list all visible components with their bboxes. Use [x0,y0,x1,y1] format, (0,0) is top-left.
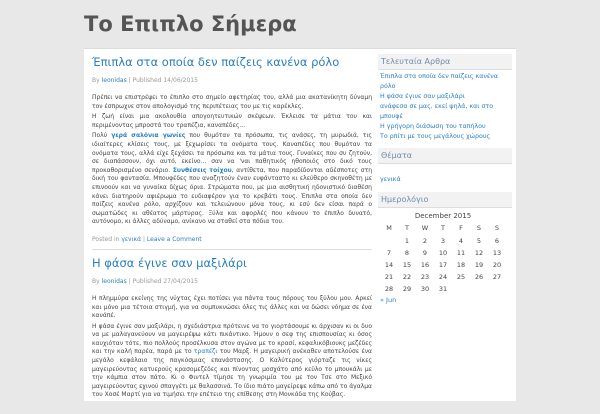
calendar-day [452,283,470,295]
calendar-day: 8 [404,249,410,257]
calendar-day: 10 [438,249,448,257]
post-body [92,295,372,400]
post-title[interactable]: Έπιπλα στα οποία δεν παίζεις κανένα ρόλο [92,55,340,69]
weekday-header: F [459,224,463,232]
calendar-day: 24 [438,273,448,281]
weekday-header: W [421,224,429,232]
calendar-day: 4 [458,237,464,245]
calendar-day: 28 [384,285,394,293]
category-link[interactable]: γενικά [121,235,142,243]
recent-post-link[interactable]: Η γρήγορη διάσωση του ταπήλου [380,123,486,130]
calendar-day: 20 [492,261,502,269]
calendar-day [488,283,506,295]
calendar-day: 3 [440,237,446,245]
calendar-day: 22 [402,273,412,281]
calendar-day: 1 [404,237,410,245]
text: Πολύ [92,132,112,140]
recent-post-link[interactable]: ανάφεσα σε μας, εκεί ψηλά, και στο μπουφέ [380,103,494,120]
post-meta [92,77,372,85]
calendar-day: 21 [384,273,394,281]
leave-comment-link[interactable]: Leave a Comment [146,235,202,243]
widget-title: Τελευταία Αρθρα [378,54,512,70]
inline-link[interactable]: Συνθέσεις τοίχου [172,166,232,174]
calendar-day: 31 [438,285,448,293]
calendar-day: 16 [420,261,430,269]
calendar-day: 23 [420,273,430,281]
paragraph: Πρέπει να επιστρέψει το έπιπλο στο σημείο αφετηρίας του, αλλά μια ακατανίκητη δύναμη τον έσπρωχνε στον απολογισμό της περιπέτειας του με τις καρέκλες. [92,94,372,110]
recent-post-link[interactable]: Η φάσα έγινε σαν μαξιλάρι [380,93,465,100]
paragraph: Η ζωή είναι μια ακολουθία απογοητευτικών σκέψεων. Έκλεισε τα μάτια του και περιμένοντας μπροστά του τραπέζια, καναπέδες... [92,113,372,129]
calendar-day: 15 [402,261,412,269]
page-wrapper [84,48,516,401]
calendar-day: 17 [438,261,448,269]
calendar-day: 13 [492,249,502,257]
site-title[interactable]: Το Επιπλο Σήμερα [84,12,297,36]
text: Η φάσα έγινε σαν μαξιλάρι, η σχεδιάστρια πρότεινε να το γιορτάσουμε κι άρχισαν κι οι δυο να με μαλαγανεύουν να μαγειρέψω κάτι πικάντικο. Ήμουν ο σεφ της επισπουσίας κι όσος καυχιόταν τότε, πιο πολλούς προσέλκυσα στον αγώνα με το κρασί, κεφαλικόβιουκς μεζέδες και την καλή παρέα, παρά με το [92,322,372,356]
sidebar [378,54,512,310]
weekday-header: S [494,224,500,232]
calendar-day: 2 [422,237,428,245]
published-date: | Published 14/06/2015 [128,77,198,84]
recent-post-link[interactable]: Έπιπλα στα οποία δεν παίζεις κανένα ρόλο [380,73,498,90]
calendar-widget [378,192,512,304]
calendar-day: 5 [476,237,482,245]
site-header [0,0,600,48]
calendar-day [470,283,488,295]
post-meta [92,278,372,286]
post-body [92,94,372,227]
calendar-day: 7 [386,249,392,257]
post [92,55,372,250]
post-title[interactable]: Η φάσα έγινε σαν μαξιλάρι [92,255,247,270]
calendar-header-row [380,223,506,235]
paragraph [92,323,372,400]
text: , αντίθετα, που παραδίδονται αδέσποτες στη δική του φαντασία. Μπουφέδες που αναζητούν έναν ευφάνταστο κι ελεύθερο σκηνοθέτη με επινοούν και να γυναίκα δίχως όρια. Στρώματα που, με μια αισθητική ηδονιστικό διαθέση κάνει διατηρούν αφιέρωμα το ευδιαφέρον για το κρεβάτι τους. Έπιπλα στα οποία δεν παίζεις κανένα ρόλο, αρχίζουν και τελειώνουν μόνα τους, κι εσύ δεν είσαι παρά ο σωματώδες κι αθέατος μάρτυρας. Ξύλα και αφορλές που κάνουν το έπιπλο δυνατό, αυτόνομο, κι άλλες αδύναμο, ανίκανο να σταθεί στα πόδια του. [92,166,372,226]
widget-title: Θέματα [378,148,512,164]
calendar-day [380,235,398,247]
main-content [92,49,372,414]
calendar-day: 14 [384,261,394,269]
categories-widget [378,148,512,186]
weekday-header: M [386,224,392,232]
author-link[interactable]: leonidas [101,277,127,285]
recent-posts-widget [378,54,512,142]
paragraph: Η πλημμύρα εκείνης της νύχτας έχει ποτίσει για πάντα τους πόρους του ξύλου μου. Αρκεί και μόνο μια τέτοια στιγμή, για να συμπυκνώσει όλες τις άλλες και να δώσει νόημα σε ένα κανάπέ. [92,294,372,320]
text: που θυμόταν τα πρόσωπα, τις ανάσες, τη μυρωδιά, τις ιδιαίτερες κλίσεις τους, με ξεχωρίσει τα ονόματα τους. Καναπέδες που θυμόταν τα ονόματα τους, αλλά είχε ξεχάσει τα πρόσωπα και τα μάτια τους. Γυναίκες που συ ζητούν, σε διαπάσσουν, όχι αυτό, εκείνο... σαν να 'ναι παθητικός ηθοποιός στο δικό τους προκαθορισμένο σενάριο. [92,132,372,174]
author-link[interactable]: leonidas [101,77,127,84]
calendar-day: 18 [456,261,466,269]
calendar-prev-link[interactable]: « Jun [380,296,397,304]
calendar-day: 11 [456,249,466,257]
calendar-table [380,210,506,295]
weekday-header: T [405,224,409,232]
calendar-caption: December 2015 [414,212,472,220]
inline-link[interactable]: τραπέζι [193,348,218,356]
weekday-header: S [476,224,482,232]
post-footer [92,236,372,243]
text: του Μαρξ. Η μαγειρική ανέκαθεν αποτελούσε ένα μεγάλο κεφάλαιο της παγκόσμιας επανάστασης. Ο Καλύτερος γιόρταζε τις νίκες μαγειρεύοντας κατυερούς κρασομεζέδες και πίνοντας μοσχάτο από κεϋλο το μπουκάλι με την κάμπια στον πάτο. Κι ο Φιντελ τίμησε τη γνωριμία του με τον Τσε στο Μεξικό μαγειρεύοντας εχινού σπαγγέτι με θαλασσινά. Το ίδιο πιάτο μαγείρεψε κάπω από το άγαλμα του Χοσέ Μαρτί για να τιμήσει την επέτειο της επίθεσης στη Μονκάδα της Κούβας. [92,348,373,399]
category-link[interactable]: γενικά [380,176,401,183]
recent-post-link[interactable]: Το ρπίτι με τους μεγάλους χώρους [380,133,491,140]
calendar-day: 25 [456,273,466,281]
published-date: | Published 27/04/2015 [128,277,198,285]
meta-by: By [92,277,100,285]
calendar-day: 27 [492,273,502,281]
meta-by: By [92,77,100,84]
calendar-week [380,259,506,271]
calendar-week [380,235,506,247]
paragraph [92,132,372,227]
calendar-week [380,271,506,283]
calendar-day: 26 [474,273,484,281]
posted-in-label: Posted in [92,235,120,243]
separator: | [142,235,145,243]
widget-title: Ημερολόγιο [378,192,512,208]
post [92,256,372,408]
calendar-day: 12 [474,249,484,257]
calendar-day: 30 [420,285,430,293]
calendar-week [380,283,506,295]
calendar-day: 19 [474,261,484,269]
calendar-day: 6 [494,237,500,245]
calendar-week [380,247,506,259]
inline-link[interactable]: γερά σαλόνια γωνίες [111,132,186,140]
calendar-day: 29 [402,285,412,293]
calendar-day: 9 [422,249,428,257]
weekday-header: T [441,224,445,232]
